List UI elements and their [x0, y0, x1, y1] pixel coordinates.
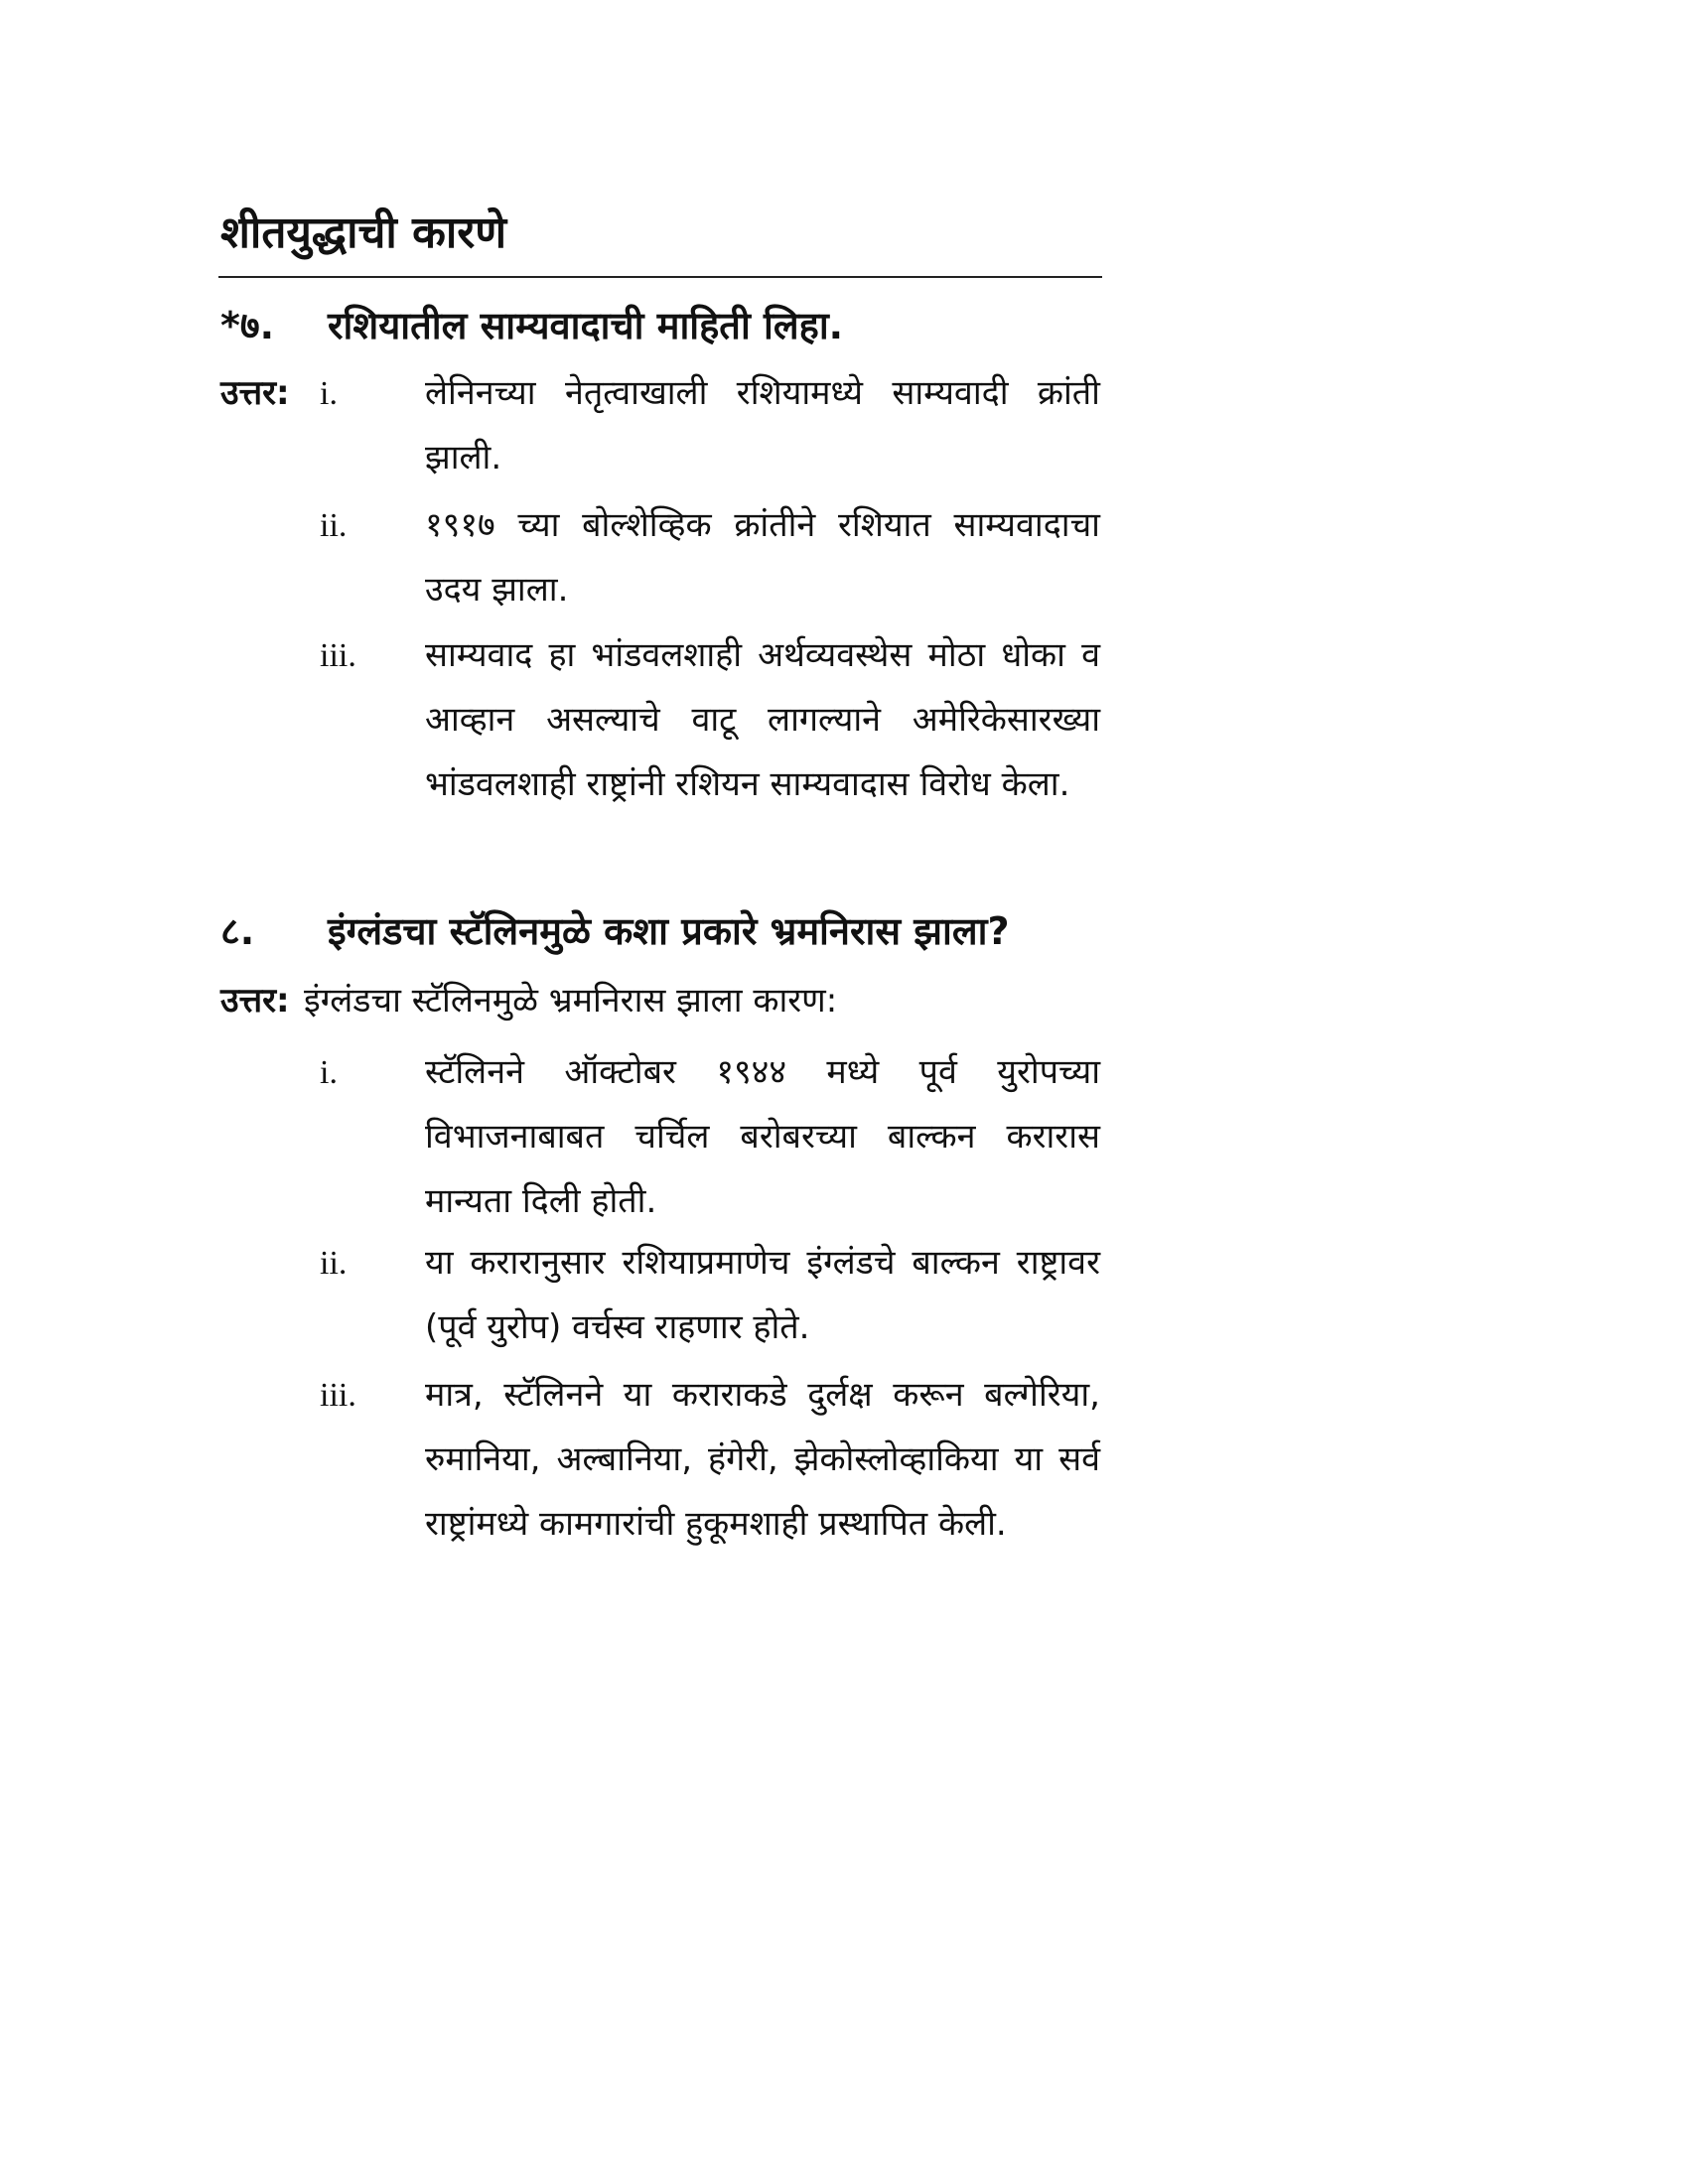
- question-text: इंग्लंडचा स्टॅलिनमुळे कशा प्रकारे भ्रमनिरास झाला?: [328, 909, 1010, 953]
- answer-item: १९१७ च्या बोल्शेव्हिक क्रांतीने रशियात साम्यवादाचा उदय झाला.: [425, 505, 1100, 610]
- answer-item: मात्र, स्टॅलिनने या कराराकडे दुर्लक्ष करून बल्गेरिया, रुमानिया, अल्बानिया, हंगेरी, झेकोस्लोव्हाकिया या सर्व राष्ट्रांमध्ये कामगारांची हुकूमशाही प्रस्थापित केली.: [425, 1375, 1100, 1544]
- question-number: ८.: [220, 909, 255, 953]
- item-marker: i.: [320, 375, 338, 412]
- question-text: रशियातील साम्यवादाची माहिती लिहा.: [328, 304, 844, 347]
- question-7: [220, 298, 843, 353]
- question-number: *७.: [220, 304, 275, 347]
- item-marker: ii.: [320, 1245, 348, 1282]
- answer-item: स्टॅलिनने ऑक्टोबर १९४४ मध्ये पूर्व युरोपच्या विभाजनाबाबत चर्चिल बरोबरच्या बाल्कन करारास मान्यता दिली होती.: [425, 1052, 1100, 1221]
- question-8: [220, 903, 1010, 959]
- answer-item: या करारानुसार रशियाप्रमाणेच इंग्लंडचे बाल्कन राष्ट्रावर (पूर्व युरोप) वर्चस्व राहणार होते.: [425, 1243, 1100, 1347]
- answer-label: उत्तर:: [220, 373, 290, 413]
- answer-item: साम्यवाद हा भांडवलशाही अर्थव्यवस्थेस मोठा धोका व आव्हान असल्याचे वाटू लागल्याने अमेरिकेसारख्या भांडवलशाही राष्ट्रांनी रशियन साम्यवादास विरोध केला.: [425, 635, 1100, 804]
- item-marker: iii.: [320, 637, 356, 674]
- item-marker: iii.: [320, 1377, 356, 1414]
- item-marker: ii.: [320, 507, 348, 544]
- section-title: शीतयुद्धाची कारणे: [220, 207, 507, 258]
- answer-item: लेनिनच्या नेतृत्वाखाली रशियामध्ये साम्यवादी क्रांती झाली.: [425, 373, 1100, 478]
- title-divider: [218, 276, 1102, 278]
- answer-label: उत्तर:: [220, 981, 290, 1021]
- answer-intro: इंग्लंडचा स्टॅलिनमुळे भ्रमनिरास झाला कारण:: [304, 981, 838, 1021]
- item-marker: i.: [320, 1054, 338, 1091]
